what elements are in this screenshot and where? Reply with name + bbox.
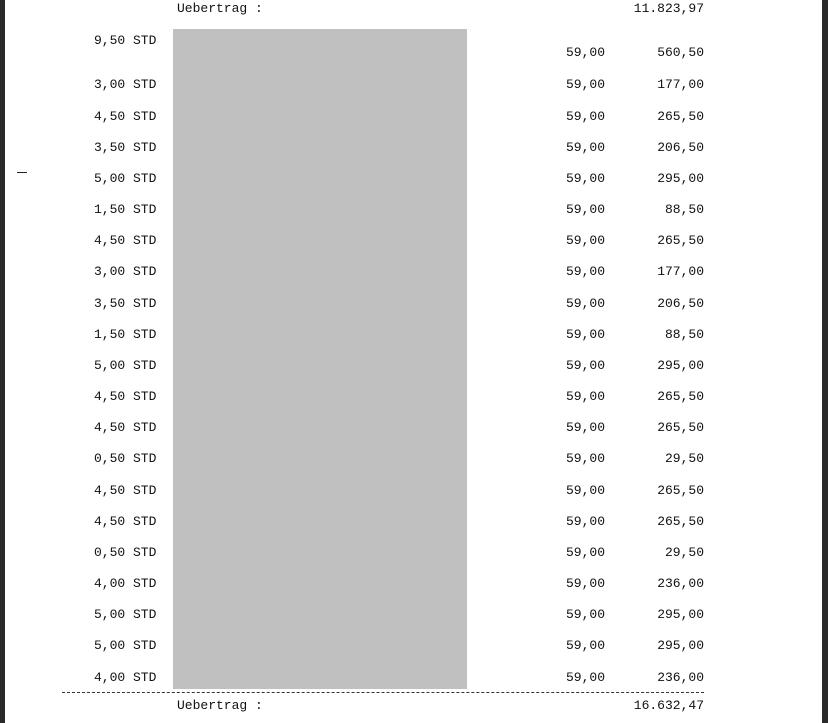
line-item-quantity: 4,50 STD bbox=[94, 483, 157, 498]
line-item-quantity: 3,50 STD bbox=[94, 140, 157, 155]
line-item-rate: 59,00 bbox=[565, 670, 605, 685]
line-item-quantity: 3,50 STD bbox=[94, 296, 157, 311]
dashed-divider bbox=[62, 692, 704, 693]
line-item-quantity: 4,50 STD bbox=[94, 389, 157, 404]
line-item-amount: 295,00 bbox=[657, 607, 704, 622]
line-item-row bbox=[5, 296, 822, 312]
line-item-amount: 295,00 bbox=[657, 638, 704, 653]
line-item-quantity: 1,50 STD bbox=[94, 202, 157, 217]
line-item-quantity: 5,00 STD bbox=[94, 358, 157, 373]
line-item-row bbox=[5, 109, 822, 125]
line-item-row bbox=[5, 576, 822, 592]
line-item-rate: 59,00 bbox=[565, 514, 605, 529]
line-item-row bbox=[5, 77, 822, 93]
line-item-rate: 59,00 bbox=[565, 264, 605, 279]
line-item-row bbox=[5, 638, 822, 654]
line-item-amount: 295,00 bbox=[657, 171, 704, 186]
line-item-amount: 236,00 bbox=[657, 576, 704, 591]
line-item-quantity: 0,50 STD bbox=[94, 451, 157, 466]
line-item-quantity: 4,50 STD bbox=[94, 233, 157, 248]
line-item-quantity: 4,00 STD bbox=[94, 670, 157, 685]
line-item-rate: 59,00 bbox=[565, 233, 605, 248]
line-item-rate: 59,00 bbox=[565, 140, 605, 155]
line-item-quantity: 4,50 STD bbox=[94, 514, 157, 529]
line-item-rate: 59,00 bbox=[565, 607, 605, 622]
line-item-rate: 59,00 bbox=[565, 545, 605, 560]
line-item-rate: 59,00 bbox=[565, 171, 605, 186]
line-item-quantity: 4,00 STD bbox=[94, 576, 157, 591]
line-item-row bbox=[5, 233, 822, 249]
line-item-amount: 265,50 bbox=[657, 389, 704, 404]
line-item-row bbox=[5, 33, 822, 60]
carryover-top-value: 11.823,97 bbox=[633, 1, 704, 16]
line-item-row bbox=[5, 389, 822, 405]
line-item-amount: 295,00 bbox=[657, 358, 704, 373]
line-item-amount: 265,50 bbox=[657, 483, 704, 498]
line-item-row bbox=[5, 607, 822, 623]
line-item-amount: 560,50 bbox=[657, 45, 704, 60]
line-item-row bbox=[5, 327, 822, 343]
line-item-row bbox=[5, 171, 822, 187]
line-item-row bbox=[5, 264, 822, 280]
line-item-rate: 59,00 bbox=[565, 420, 605, 435]
line-item-rate: 59,00 bbox=[565, 45, 605, 60]
line-item-rate: 59,00 bbox=[565, 202, 605, 217]
line-item-rate: 59,00 bbox=[565, 638, 605, 653]
line-item-amount: 206,50 bbox=[657, 140, 704, 155]
line-item-row bbox=[5, 451, 822, 467]
line-item-amount: 29,50 bbox=[664, 451, 704, 466]
line-item-rate: 59,00 bbox=[565, 109, 605, 124]
line-item-row bbox=[5, 140, 822, 156]
line-item-row bbox=[5, 358, 822, 374]
line-item-rate: 59,00 bbox=[565, 358, 605, 373]
carryover-bottom-label: Uebertrag : bbox=[177, 698, 263, 713]
line-item-quantity: 3,00 STD bbox=[94, 264, 157, 279]
line-item-amount: 265,50 bbox=[657, 514, 704, 529]
carryover-top-label: Uebertrag : bbox=[177, 1, 263, 16]
line-item-row bbox=[5, 545, 822, 561]
line-item-rate: 59,00 bbox=[565, 389, 605, 404]
line-item-amount: 177,00 bbox=[657, 264, 704, 279]
line-item-amount: 206,50 bbox=[657, 296, 704, 311]
line-item-amount: 265,50 bbox=[657, 233, 704, 248]
line-item-amount: 88,50 bbox=[664, 327, 704, 342]
line-item-row bbox=[5, 483, 822, 499]
line-item-quantity: 4,50 STD bbox=[94, 420, 157, 435]
line-item-row bbox=[5, 202, 822, 218]
line-item-row bbox=[5, 420, 822, 436]
line-item-quantity: 3,00 STD bbox=[94, 77, 157, 92]
line-item-quantity: 4,50 STD bbox=[94, 109, 157, 124]
carryover-bottom-value: 16.632,47 bbox=[633, 698, 704, 713]
line-item-amount: 88,50 bbox=[664, 202, 704, 217]
line-item-quantity: 9,50 STD bbox=[94, 33, 157, 48]
line-item-rate: 59,00 bbox=[565, 296, 605, 311]
line-item-quantity: 5,00 STD bbox=[94, 171, 157, 186]
line-item-row bbox=[5, 514, 822, 530]
line-item-quantity: 1,50 STD bbox=[94, 327, 157, 342]
line-item-rate: 59,00 bbox=[565, 576, 605, 591]
line-item-amount: 236,00 bbox=[657, 670, 704, 685]
line-items bbox=[5, 0, 822, 723]
line-item-rate: 59,00 bbox=[565, 451, 605, 466]
line-item-rate: 59,00 bbox=[565, 327, 605, 342]
line-item-amount: 265,50 bbox=[657, 420, 704, 435]
line-item-quantity: 5,00 STD bbox=[94, 607, 157, 622]
invoice-page bbox=[5, 0, 822, 723]
line-item-rate: 59,00 bbox=[565, 483, 605, 498]
line-item-rate: 59,00 bbox=[565, 77, 605, 92]
line-item-quantity: 0,50 STD bbox=[94, 545, 157, 560]
line-item-amount: 29,50 bbox=[664, 545, 704, 560]
line-item-row bbox=[5, 670, 822, 686]
line-item-amount: 265,50 bbox=[657, 109, 704, 124]
line-item-amount: 177,00 bbox=[657, 77, 704, 92]
line-item-quantity: 5,00 STD bbox=[94, 638, 157, 653]
